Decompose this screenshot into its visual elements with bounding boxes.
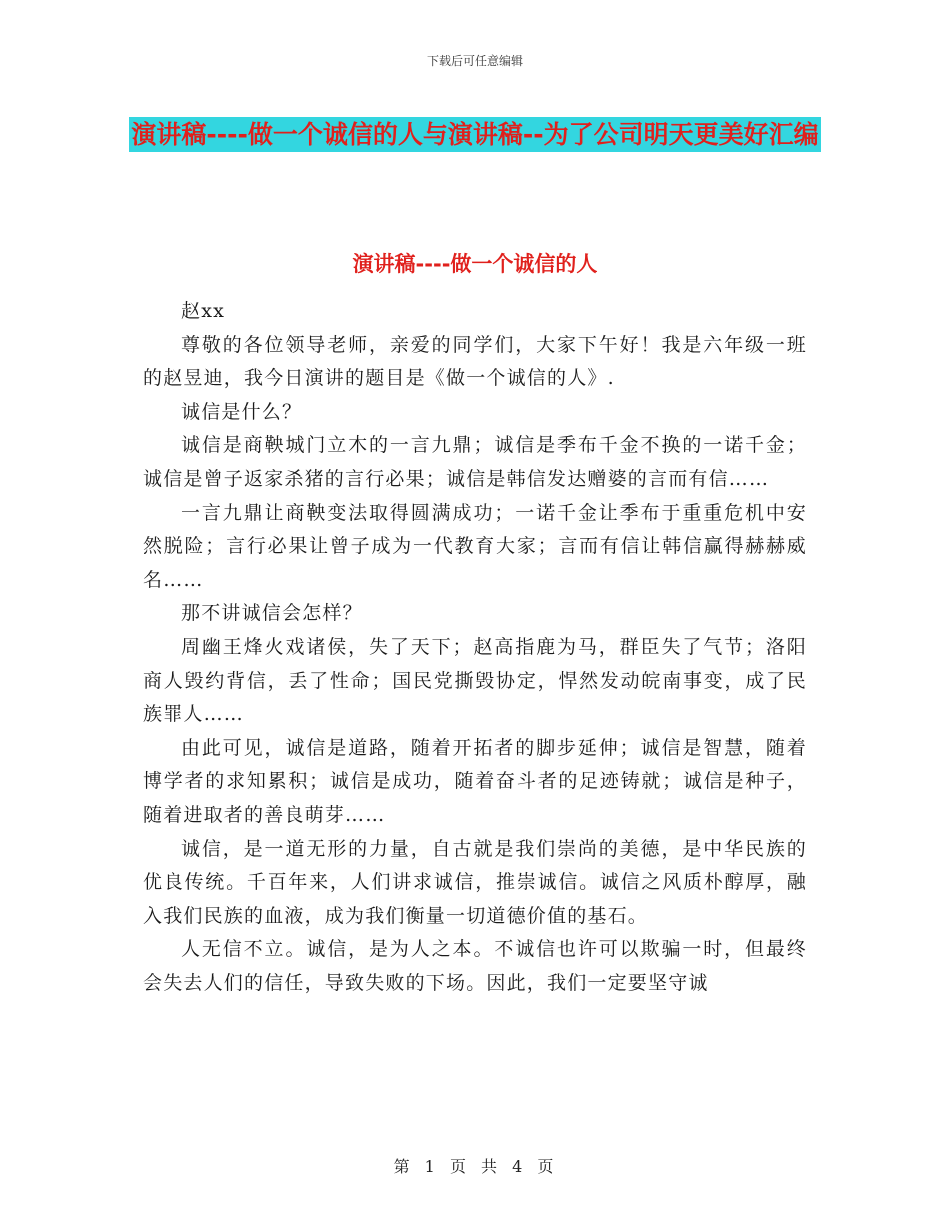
page-number: 第 1 页 共 4 页 bbox=[393, 1157, 557, 1176]
paragraph: 那不讲诚信会怎样？ bbox=[181, 602, 363, 625]
paragraph: 由此可见，诚信是道路，随着开拓者的脚步延伸；诚信是智慧，随着博学者的求知累积；诚信是成功，随着奋斗者的足迹铸就；诚信是种子，随着进取者的善良萌芽…… bbox=[143, 736, 807, 826]
paragraph: 尊敬的各位领导老师，亲爱的同学们，大家下午好！我是六年级一班的赵昱迪，我今日演讲的题目是《做一个诚信的人》. bbox=[143, 333, 807, 390]
author-line: 赵xx bbox=[181, 300, 226, 322]
paragraph: 人无信不立。诚信，是为人之本。不诚信也许可以欺骗一时，但最终会失去人们的信任，导致失败的下场。因此，我们一定要坚守诚 bbox=[143, 938, 807, 994]
document-title-text: 演讲稿----做一个诚信的人与演讲稿--为了公司明天更美好汇编 bbox=[129, 117, 820, 152]
page-header-note: 下载后可任意编辑 bbox=[426, 54, 523, 68]
paragraph: 诚信是商鞅城门立木的一言九鼎；诚信是季布千金不换的一诺千金；诚信是曾子返家杀猪的言行必果；诚信是韩信发达赠婆的言而有信…… bbox=[143, 434, 807, 490]
paragraph: 一言九鼎让商鞅变法取得圆满成功；一诺千金让季布于重重危机中安然脱险；言行必果让曾子成为一代教育大家；言而有信让韩信赢得赫赫威名…… bbox=[143, 501, 807, 591]
speech-subtitle: 演讲稿----做一个诚信的人 bbox=[352, 252, 598, 276]
paragraph: 诚信是什么？ bbox=[181, 400, 303, 423]
document-body bbox=[143, 295, 807, 1000]
paragraph: 诚信，是一道无形的力量，自古就是我们崇尚的美德，是中华民族的优良传统。千百年来，人们讲求诚信，推崇诚信。诚信之风质朴醇厚，融入我们民族的血液，成为我们衡量一切道德价值的基石。 bbox=[143, 837, 807, 927]
paragraph: 周幽王烽火戏诸侯，失了天下；赵高指鹿为马，群臣失了气节；洛阳商人毁约背信，丢了性命；国民党撕毁协定，悍然发动皖南事变，成了民族罪人…… bbox=[143, 635, 807, 726]
document-title bbox=[120, 108, 830, 162]
